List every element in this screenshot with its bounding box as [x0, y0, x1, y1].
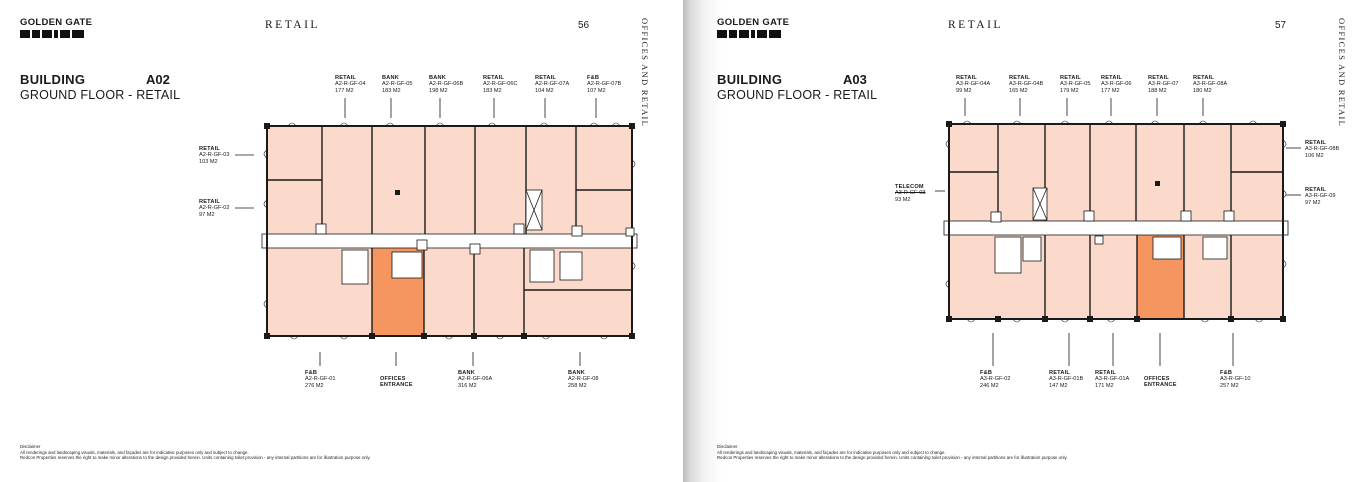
- building-label: BUILDING: [717, 72, 783, 87]
- building-code: A02: [146, 72, 170, 87]
- building-code: A03: [843, 72, 867, 87]
- unit-label: TELECOM A3-R-GF-03 93 M2: [895, 184, 926, 203]
- floor-plan-a03: [683, 0, 1366, 482]
- unit-label: RETAIL A3-R-GF-06 177 M2: [1101, 75, 1132, 94]
- unit-label: RETAIL A3-R-GF-04B 165 M2: [1009, 75, 1044, 94]
- unit-label: RETAIL A2-R-GF-07A 104 M2: [535, 75, 570, 94]
- section-title: RETAIL: [265, 19, 320, 31]
- building-label: BUILDING: [20, 72, 86, 87]
- floor-title: GROUND FLOOR - RETAIL: [20, 88, 181, 102]
- unit-label: RETAIL A2-R-GF-03 103 M2: [199, 146, 230, 165]
- page-number: 56: [578, 20, 590, 31]
- unit-label: RETAIL A3-R-GF-04A 99 M2: [956, 75, 991, 94]
- page-right: [683, 0, 1366, 482]
- floor-title: GROUND FLOOR - RETAIL: [717, 88, 878, 102]
- offices-entrance-label: OFFICES ENTRANCE: [1144, 376, 1177, 389]
- unit-label: RETAIL A3-R-GF-01B 147 M2: [1049, 370, 1084, 389]
- brand-name: GOLDEN GATE: [717, 17, 790, 28]
- unit-label: F&B A3-R-GF-02 246 M2: [980, 370, 1011, 389]
- unit-label: F&B A2-R-GF-01 276 M2: [305, 370, 336, 389]
- unit-label: RETAIL A3-R-GF-08A 180 M2: [1193, 75, 1228, 94]
- unit-label: RETAIL A3-R-GF-08B 106 M2: [1305, 140, 1340, 159]
- unit-label: BANK A2-R-GF-05 183 M2: [382, 75, 413, 94]
- offices-entrance-label: OFFICES ENTRANCE: [380, 376, 413, 389]
- vertical-section-text: OFFICES AND RETAIL: [640, 18, 650, 128]
- unit-label: RETAIL A3-R-GF-05 179 M2: [1060, 75, 1091, 94]
- unit-label: RETAIL A2-R-GF-04 177 M2: [335, 75, 366, 94]
- disclaimer: Disclaimer All renderings and landscaping visuals, materials, and façades are for indicative purposes only and subject to change. Redcon Properties reserves the right to make minor alterations to the design provided herein. Units containing toilet provision - any internal partitions are for illustration purpose only.: [717, 444, 1068, 461]
- unit-label: F&B A2-R-GF-07B 107 M2: [587, 75, 622, 94]
- unit-label: BANK A2-R-GF-06A 316 M2: [458, 370, 493, 389]
- page-number: 57: [1275, 20, 1287, 31]
- unit-label: BANK A2-R-GF-08 258 M2: [568, 370, 599, 389]
- unit-label: RETAIL A3-R-GF-09 97 M2: [1305, 187, 1336, 206]
- unit-label: F&B A3-R-GF-10 257 M2: [1220, 370, 1251, 389]
- brand-name: GOLDEN GATE: [20, 17, 93, 28]
- unit-label: RETAIL A3-R-GF-01A 171 M2: [1095, 370, 1130, 389]
- unit-label: BANK A2-R-GF-06B 198 M2: [429, 75, 464, 94]
- unit-label: RETAIL A2-R-GF-06C 183 M2: [483, 75, 518, 94]
- unit-label: RETAIL A3-R-GF-07 188 M2: [1148, 75, 1179, 94]
- vertical-section-text: OFFICES AND RETAIL: [1337, 18, 1347, 128]
- unit-label: RETAIL A2-R-GF-02 97 M2: [199, 199, 230, 218]
- section-title: RETAIL: [948, 19, 1003, 31]
- disclaimer: Disclaimer All renderings and landscaping visuals, materials, and façades are for indicative purposes only and subject to change. Redcon Properties reserves the right to make minor alterations to the design provided herein. Units containing toilet provision - any internal partitions are for illustration purpose only.: [20, 444, 371, 461]
